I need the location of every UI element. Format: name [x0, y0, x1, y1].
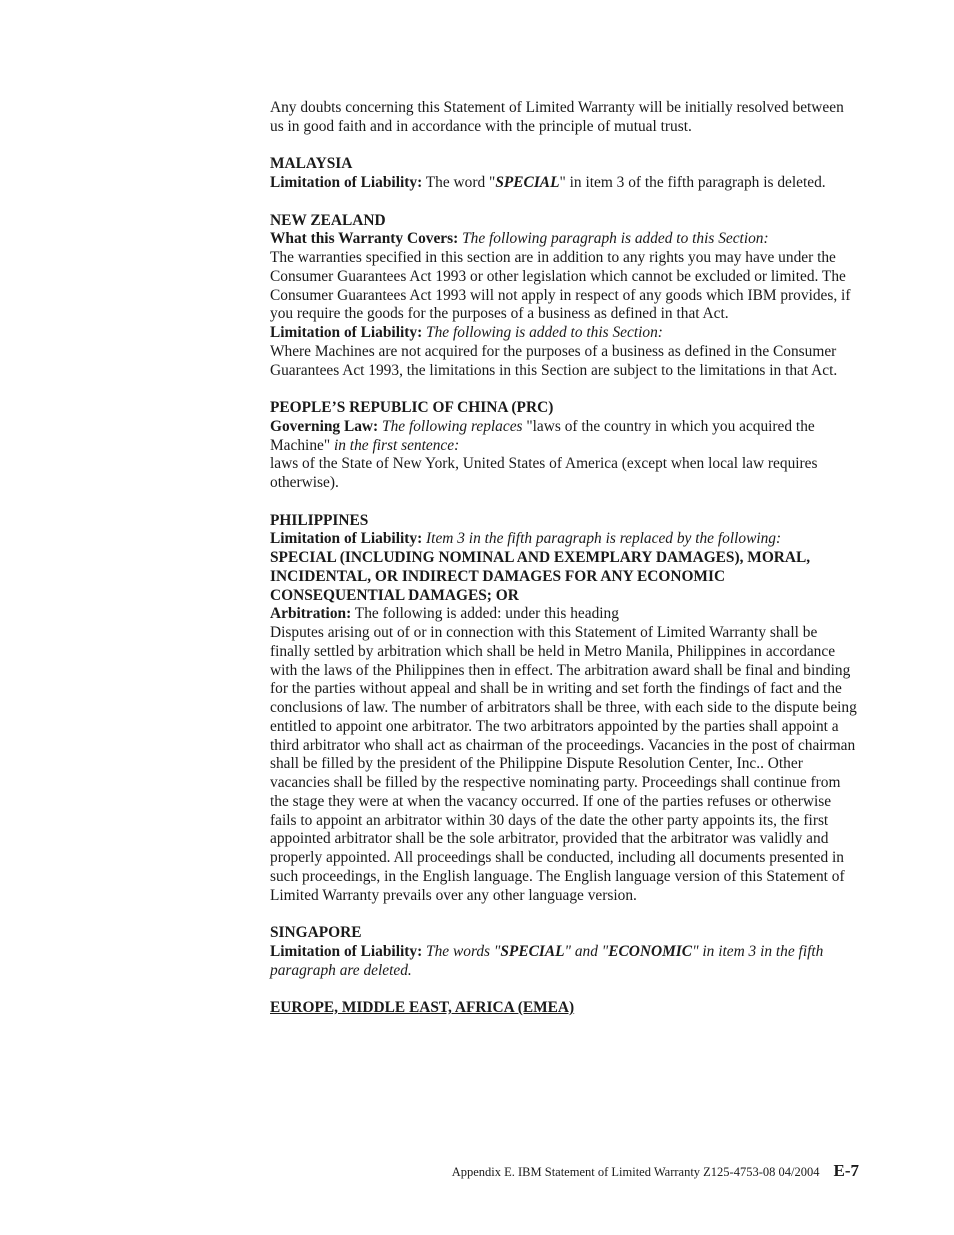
section-emea	[270, 999, 860, 1018]
nz-liability-paragraph: Where Machines are not acquired for the purposes of a business as defined in the Consumer Guarantees Act 1993, the limitations in this Section are subject to the limitations in that Act.	[270, 342, 838, 379]
nz-liability-label-line: Limitation of Liability: The following is added to this Section:	[270, 324, 663, 341]
intro-paragraph: Any doubts concerning this Statement of Limited Warranty will be initially resolved between us in good faith and in accordance with the principle of mutual trust.	[270, 99, 844, 135]
document-body	[270, 99, 860, 1018]
malaysia-liability: Limitation of Liability: The word "SPECIAL" in item 3 of the fifth paragraph is deleted.	[270, 174, 826, 191]
ph-arbitration-label-line: Arbitration: The following is added: under this heading	[270, 605, 619, 623]
prc-paragraph: laws of the State of New York, United States of America (except when local law requires otherwise).	[270, 455, 818, 491]
heading-new-zealand: NEW ZEALAND	[270, 211, 386, 229]
nz-warranty-paragraph: The warranties specified in this section are in addition to any rights you may have under the Consumer Guarantees Act 1993 or other legislation which cannot be excluded or limited. The Consumer Guarantees Act 1993 will not apply in respect of any goods which IBM provides, if you require the goods for the purposes of a business as defined in that Act.	[270, 249, 851, 323]
sg-liability-line: Limitation of Liability: The words "SPECIAL" and "ECONOMIC" in item 3 in the fifth paragraph are deleted.	[270, 942, 824, 979]
page-number: E-7	[833, 1161, 859, 1180]
section-malaysia	[270, 155, 860, 193]
heading-prc: PEOPLE’S REPUBLIC OF CHINA (PRC)	[270, 399, 554, 416]
heading-philippines: PHILIPPINES	[270, 511, 369, 529]
ph-damages-paragraph: SPECIAL (INCLUDING NOMINAL AND EXEMPLARY DAMAGES), MORAL, INCIDENTAL, OR INDIRECT DAMAGES FOR ANY ECONOMIC CONSEQUENTIAL DAMAGES; OR	[270, 549, 811, 604]
nz-warranty-label-line: What this Warranty Covers: The following paragraph is added to this Section:	[270, 230, 769, 248]
footer-text: Appendix E. IBM Statement of Limited Warranty Z125-4753-08 04/2004	[451, 1165, 820, 1179]
heading-malaysia: MALAYSIA	[270, 155, 353, 173]
section-new-zealand	[270, 212, 860, 381]
section-prc	[270, 399, 860, 493]
heading-singapore: SINGAPORE	[270, 924, 362, 941]
page-footer	[452, 1161, 859, 1181]
ph-liability-label-line: Limitation of Liability: Item 3 in the fifth paragraph is replaced by the following:	[270, 530, 782, 548]
section-singapore	[270, 924, 860, 980]
ph-arbitration-paragraph: Disputes arising out of or in connection with this Statement of Limited Warranty shall be finally settled by arbitration which shall be held in Metro Manila, Philippines in accordance with the laws of the Philippines then in effect. The arbitration award shall be final and binding for the parties without appeal and shall be in writing and set forth the findings of fact and the conclusions of law. The number of arbitrators shall be three, with each side to the dispute being entitled to appoint one arbitrator. The two arbitrators appointed by the parties shall appoint a third arbitrator who shall act as chairman of the proceedings. Vacancies in the post of chairman shall be filled by the president of the Philippine Dispute Resolution Center, Inc.. Other vacancies shall be filled by the respective nominating party. Proceedings shall continue from the stage they were at when the vacancy occurred. If one of the parties refuses or otherwise fails to appoint an arbitrator within 30 days of the date the other party appoints its, the first appointed arbitrator shall be the sole arbitrator, provided that the arbitrator was validly and properly appointed. All proceedings shall be conducted, including all documents presented in such proceedings, in the English language. The English language version of this Statement of Limited Warranty prevails over any other language version.	[270, 624, 857, 904]
section-philippines	[270, 512, 860, 906]
prc-governing-law-line: Governing Law: The following replaces "laws of the country in which you acquired the Machine" in the first sentence:	[270, 417, 815, 454]
heading-emea: EUROPE, MIDDLE EAST, AFRICA (EMEA)	[270, 999, 575, 1016]
